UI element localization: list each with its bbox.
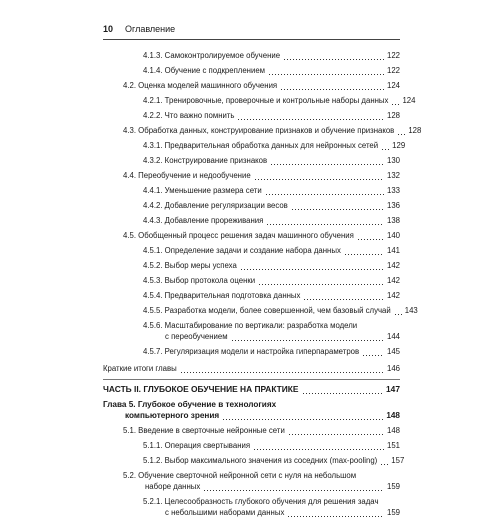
section-divider (103, 379, 400, 380)
toc-entry-page: 142 (386, 291, 400, 300)
toc-entry-title: 4.4. Переобучение и недообучение (123, 171, 251, 180)
running-title: Оглавление (125, 24, 176, 34)
leader-dots (381, 143, 389, 151)
page-header (103, 24, 400, 38)
leader-dots (362, 349, 384, 357)
toc-entry-page: 130 (386, 156, 400, 165)
leader-dots (303, 293, 384, 301)
toc-entry-page: 124 (386, 81, 400, 90)
toc-entry-page: 142 (386, 261, 400, 270)
toc-entry-page: 147 (386, 384, 400, 394)
toc-entry-title: 5.1.1. Операция свертывания (143, 441, 251, 450)
toc-entry[interactable] (103, 230, 400, 241)
toc-entry[interactable] (103, 384, 400, 395)
leader-dots (302, 387, 384, 395)
toc-entry-title-continued: компьютерного зрения (125, 411, 220, 420)
toc-entry-title: 4.5.4. Предварительная подготовка данных (143, 291, 301, 300)
toc-entry[interactable] (103, 496, 400, 518)
toc-entry-page: 122 (386, 66, 400, 75)
leader-dots (280, 83, 384, 91)
toc-entry-title: 4.4.3. Добавление прореживания (143, 216, 264, 225)
toc-entry-title: 4.3.1. Предварительная обработка данных для нейронных сетей (143, 141, 379, 150)
toc-entry[interactable] (103, 363, 400, 374)
leader-dots (283, 53, 384, 61)
toc-entry-page: 136 (386, 201, 400, 210)
leader-dots (180, 366, 384, 374)
toc-entry[interactable] (103, 80, 400, 91)
leader-dots (380, 458, 388, 466)
toc-entry-title: 4.3. Обработка данных, конструирование признаков и обучение признаков (123, 126, 395, 135)
toc-entry[interactable] (103, 215, 400, 226)
toc-entry-title: 4.1.3. Самоконтролируемое обучение (143, 51, 281, 60)
toc-entry-title: 4.5.6. Масштабирование по вертикали: разработка модели (143, 321, 358, 330)
toc-entry[interactable] (103, 290, 400, 301)
leader-dots (397, 128, 405, 136)
toc-entry-page: 142 (386, 276, 400, 285)
toc-entry[interactable] (103, 346, 400, 357)
leader-dots (391, 98, 399, 106)
leader-dots (258, 278, 384, 286)
toc-entry-page: 159 (386, 482, 400, 491)
toc-entry-title: 4.5.3. Выбор протокола оценки (143, 276, 256, 285)
toc-entry[interactable] (103, 200, 400, 211)
toc-entry-page: 140 (386, 231, 400, 240)
leader-dots (231, 334, 384, 342)
toc-entry-title: 5.1. Введение в сверточные нейронные сети (123, 426, 285, 435)
toc-entry-title: Глава 5. Глубокое обучение в технологиях (103, 400, 277, 409)
leader-dots (265, 188, 384, 196)
toc-entry[interactable] (103, 245, 400, 256)
leader-dots (203, 484, 384, 492)
toc-entry-title: 4.2. Оценка моделей машинного обучения (123, 81, 278, 90)
leader-dots (344, 248, 384, 256)
toc-entry[interactable] (103, 50, 400, 61)
toc-entry-page: 143 (404, 306, 418, 315)
toc-entry[interactable] (103, 425, 400, 436)
leader-dots (357, 233, 384, 241)
toc-entry-title: 4.5. Обобщенный процесс решения задач машинного обучения (123, 231, 354, 240)
toc-entry-title: 4.3.2. Конструирование признаков (143, 156, 268, 165)
toc-entry-title-continued: наборе данных (145, 482, 201, 491)
leader-dots (287, 510, 384, 518)
toc-entry[interactable] (103, 185, 400, 196)
toc-entry-page: 132 (386, 171, 400, 180)
leader-dots (240, 263, 384, 271)
toc-entry-title: Краткие итоги главы (103, 364, 177, 373)
toc-entry-page: 159 (386, 508, 400, 517)
leader-dots (291, 203, 384, 211)
toc-entry-page: 133 (386, 186, 400, 195)
toc-entry-title: 4.1.4. Обучение с подкреплением (143, 66, 266, 75)
toc-entry-page: 145 (386, 347, 400, 356)
toc-entry-title-continued: с переобучением (165, 332, 228, 341)
toc-entry[interactable] (103, 170, 400, 181)
toc-entry-title: 4.5.5. Разработка модели, более совершенной, чем базовый случай (143, 306, 391, 315)
toc-entry-page: 157 (391, 456, 405, 465)
toc-entry-page: 129 (392, 141, 406, 150)
leader-dots (254, 173, 384, 181)
toc-entry-page: 144 (386, 332, 400, 341)
toc-entry-title: 4.2.1. Тренировочные, проверочные и контрольные наборы данных (143, 96, 389, 105)
toc-entry-title: ЧАСТЬ II. ГЛУБОКОЕ ОБУЧЕНИЕ НА ПРАКТИКЕ (103, 384, 299, 394)
toc-entry[interactable] (103, 470, 400, 492)
leader-dots (237, 113, 384, 121)
toc-entry-title: 4.5.7. Регуляризация модели и настройка гиперпараметров (143, 347, 360, 356)
toc-entry[interactable] (103, 455, 405, 466)
leader-dots (288, 428, 384, 436)
toc-entry[interactable] (103, 155, 400, 166)
toc-entry-title: 4.2.2. Что важно помнить (143, 111, 235, 120)
toc-entry-page: 128 (408, 126, 422, 135)
toc-entry-title: 5.2. Обучение сверточной нейронной сети с нуля на небольшом (123, 471, 357, 480)
leader-dots (270, 158, 384, 166)
toc-entry-page: 148 (386, 411, 400, 420)
toc-entry[interactable] (103, 110, 400, 121)
toc-entry-page: 148 (386, 426, 400, 435)
toc-entry[interactable] (103, 440, 400, 451)
toc-entry[interactable] (103, 95, 416, 106)
toc-entry-title: 4.4.2. Добавление регуляризации весов (143, 201, 288, 210)
page-number: 10 (103, 24, 114, 34)
toc-entry[interactable] (103, 260, 400, 271)
leader-dots (394, 308, 402, 316)
toc-entry-title: 4.5.1. Определение задачи и создание набора данных (143, 246, 341, 255)
leader-dots (222, 413, 383, 421)
leader-dots (266, 218, 384, 226)
toc-entry[interactable] (103, 399, 400, 421)
toc-entry-title: 5.2.1. Целесообразность глубокого обучения для решения задач (143, 497, 379, 506)
toc-entry-title: 4.5.2. Выбор меры успеха (143, 261, 237, 270)
toc-entry[interactable] (103, 140, 406, 151)
toc-entry[interactable] (103, 275, 400, 286)
toc-entry-page: 141 (386, 246, 400, 255)
header-rule (103, 39, 400, 40)
toc-entry-title: 5.1.2. Выбор максимального значения из соседних (max-pooling) (143, 456, 378, 465)
toc-entry-page: 122 (386, 51, 400, 60)
table-of-contents (103, 46, 422, 518)
toc-entry-title: 4.4.1. Уменьшение размера сети (143, 186, 262, 195)
leader-dots (253, 443, 384, 451)
leader-dots (268, 68, 384, 76)
toc-entry-page: 138 (386, 216, 400, 225)
toc-entry[interactable] (103, 320, 400, 342)
toc-entry-page: 128 (386, 111, 400, 120)
toc-entry[interactable] (103, 125, 422, 136)
toc-entry-title-continued: с небольшими наборами данных (165, 508, 285, 517)
toc-entry[interactable] (103, 65, 400, 76)
toc-entry[interactable] (103, 305, 418, 316)
toc-entry-page: 151 (386, 441, 400, 450)
toc-entry-page: 124 (402, 96, 416, 105)
toc-entry-page: 146 (386, 364, 400, 373)
